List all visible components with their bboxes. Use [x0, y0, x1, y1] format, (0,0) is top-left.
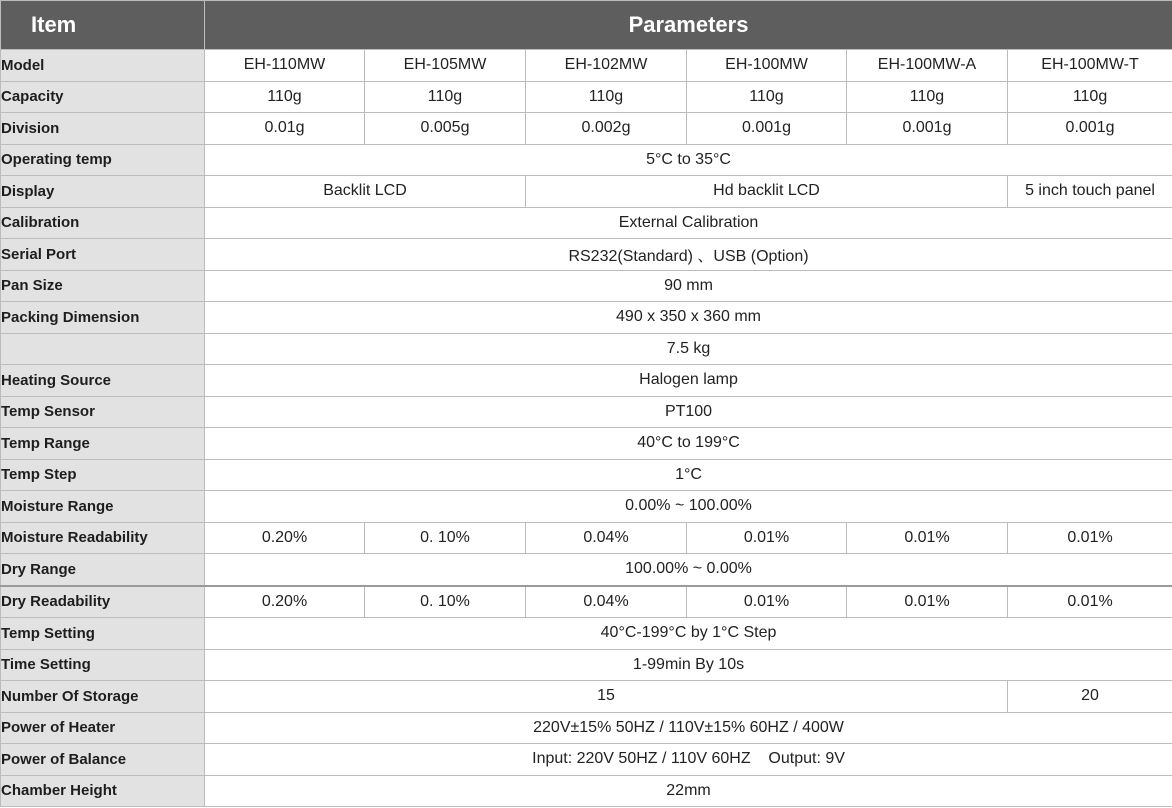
model-label: Model	[1, 50, 205, 82]
dry-readability-value: 0.01%	[687, 586, 847, 618]
calibration-label: Calibration	[1, 207, 205, 239]
model-eh-105mw: EH-105MW	[365, 50, 526, 82]
row-dry-range	[1, 554, 1172, 586]
chamber-height-value: 22mm	[205, 775, 1172, 807]
calibration-value: External Calibration	[205, 207, 1172, 239]
number-of-storage-value-t: 20	[1008, 681, 1172, 713]
row-calibration	[1, 207, 1172, 239]
capacity-value: 110g	[205, 81, 365, 113]
parameters-header: Parameters	[205, 1, 1172, 50]
division-value: 0.01g	[205, 113, 365, 145]
time-setting-value: 1-99min By 10s	[205, 649, 1172, 681]
division-label: Division	[1, 113, 205, 145]
moisture-range-value: 0.00% ~ 100.00%	[205, 491, 1172, 523]
packing-dimension-label: Packing Dimension	[1, 302, 205, 334]
row-serial-port	[1, 239, 1172, 271]
heating-source-label: Heating Source	[1, 365, 205, 397]
moisture-readability-value: 0.20%	[205, 522, 365, 554]
division-value: 0.002g	[526, 113, 687, 145]
display-label: Display	[1, 176, 205, 208]
row-pan-size	[1, 270, 1172, 302]
moisture-readability-value: 0.01%	[1008, 522, 1172, 554]
power-of-heater-label: Power of Heater	[1, 712, 205, 744]
division-value: 0.001g	[687, 113, 847, 145]
serial-port-label: Serial Port	[1, 239, 205, 271]
operating-temp-label: Operating temp	[1, 144, 205, 176]
serial-port-value: RS232(Standard) 、USB (Option)	[205, 239, 1172, 271]
model-eh-100mw: EH-100MW	[687, 50, 847, 82]
moisture-range-label: Moisture Range	[1, 491, 205, 523]
operating-temp-value: 5°C to 35°C	[205, 144, 1172, 176]
row-packing-dimension	[1, 302, 1172, 334]
row-temp-setting	[1, 618, 1172, 650]
temp-sensor-value: PT100	[205, 396, 1172, 428]
moisture-readability-value: 0.01%	[687, 522, 847, 554]
row-moisture-range	[1, 491, 1172, 523]
capacity-value: 110g	[365, 81, 526, 113]
pan-size-label: Pan Size	[1, 270, 205, 302]
moisture-readability-value: 0.01%	[847, 522, 1008, 554]
capacity-value: 110g	[847, 81, 1008, 113]
temp-setting-value: 40°C-199°C by 1°C Step	[205, 618, 1172, 650]
row-display	[1, 176, 1172, 208]
display-backlit-lcd: Backlit LCD	[205, 176, 526, 208]
temp-setting-label: Temp Setting	[1, 618, 205, 650]
row-capacity	[1, 81, 1172, 113]
dry-readability-value: 0.01%	[1008, 586, 1172, 618]
row-division	[1, 113, 1172, 145]
dry-readability-value: 0.20%	[205, 586, 365, 618]
row-heating-source	[1, 365, 1172, 397]
row-temp-range	[1, 428, 1172, 460]
row-weight	[1, 333, 1172, 365]
temp-range-label: Temp Range	[1, 428, 205, 460]
model-eh-100mw-a: EH-100MW-A	[847, 50, 1008, 82]
model-eh-102mw: EH-102MW	[526, 50, 687, 82]
row-temp-step	[1, 459, 1172, 491]
row-number-of-storage	[1, 681, 1172, 713]
heating-source-value: Halogen lamp	[205, 365, 1172, 397]
number-of-storage-value: 15	[205, 681, 1008, 713]
dry-readability-value: 0.01%	[847, 586, 1008, 618]
temp-sensor-label: Temp Sensor	[1, 396, 205, 428]
power-of-balance-label: Power of Balance	[1, 744, 205, 776]
division-value: 0.005g	[365, 113, 526, 145]
row-temp-sensor	[1, 396, 1172, 428]
dry-readability-value: 0. 10%	[365, 586, 526, 618]
item-header: Item	[1, 1, 205, 50]
row-moisture-readability	[1, 522, 1172, 554]
row-power-of-balance	[1, 744, 1172, 776]
model-eh-100mw-t: EH-100MW-T	[1008, 50, 1172, 82]
division-value: 0.001g	[847, 113, 1008, 145]
capacity-value: 110g	[687, 81, 847, 113]
dry-range-value: 100.00% ~ 0.00%	[205, 554, 1172, 586]
dry-readability-label: Dry Readability	[1, 586, 205, 618]
model-eh-110mw: EH-110MW	[205, 50, 365, 82]
power-of-heater-value: 220V±15% 50HZ / 110V±15% 60HZ / 400W	[205, 712, 1172, 744]
capacity-label: Capacity	[1, 81, 205, 113]
chamber-height-label: Chamber Height	[1, 775, 205, 807]
temp-range-value: 40°C to 199°C	[205, 428, 1172, 460]
weight-value: 7.5 kg	[205, 333, 1172, 365]
pan-size-value: 90 mm	[205, 270, 1172, 302]
row-chamber-height	[1, 775, 1172, 807]
temp-step-label: Temp Step	[1, 459, 205, 491]
power-of-balance-value: Input: 220V 50HZ / 110V 60HZ Output: 9V	[205, 744, 1172, 776]
row-model	[1, 50, 1172, 82]
division-value: 0.001g	[1008, 113, 1172, 145]
number-of-storage-label: Number Of Storage	[1, 681, 205, 713]
row-operating-temp	[1, 144, 1172, 176]
row-power-of-heater	[1, 712, 1172, 744]
time-setting-label: Time Setting	[1, 649, 205, 681]
moisture-readability-label: Moisture Readability	[1, 522, 205, 554]
temp-step-value: 1°C	[205, 459, 1172, 491]
capacity-value: 110g	[526, 81, 687, 113]
moisture-readability-value: 0. 10%	[365, 522, 526, 554]
dry-range-label: Dry Range	[1, 554, 205, 586]
moisture-readability-value: 0.04%	[526, 522, 687, 554]
display-touch-panel: 5 inch touch panel	[1008, 176, 1172, 208]
packing-dimension-value: 490 x 350 x 360 mm	[205, 302, 1172, 334]
row-time-setting	[1, 649, 1172, 681]
dry-readability-value: 0.04%	[526, 586, 687, 618]
weight-label	[1, 333, 205, 365]
row-dry-readability	[1, 586, 1172, 618]
capacity-value: 110g	[1008, 81, 1172, 113]
display-hd-backlit-lcd: Hd backlit LCD	[526, 176, 1008, 208]
